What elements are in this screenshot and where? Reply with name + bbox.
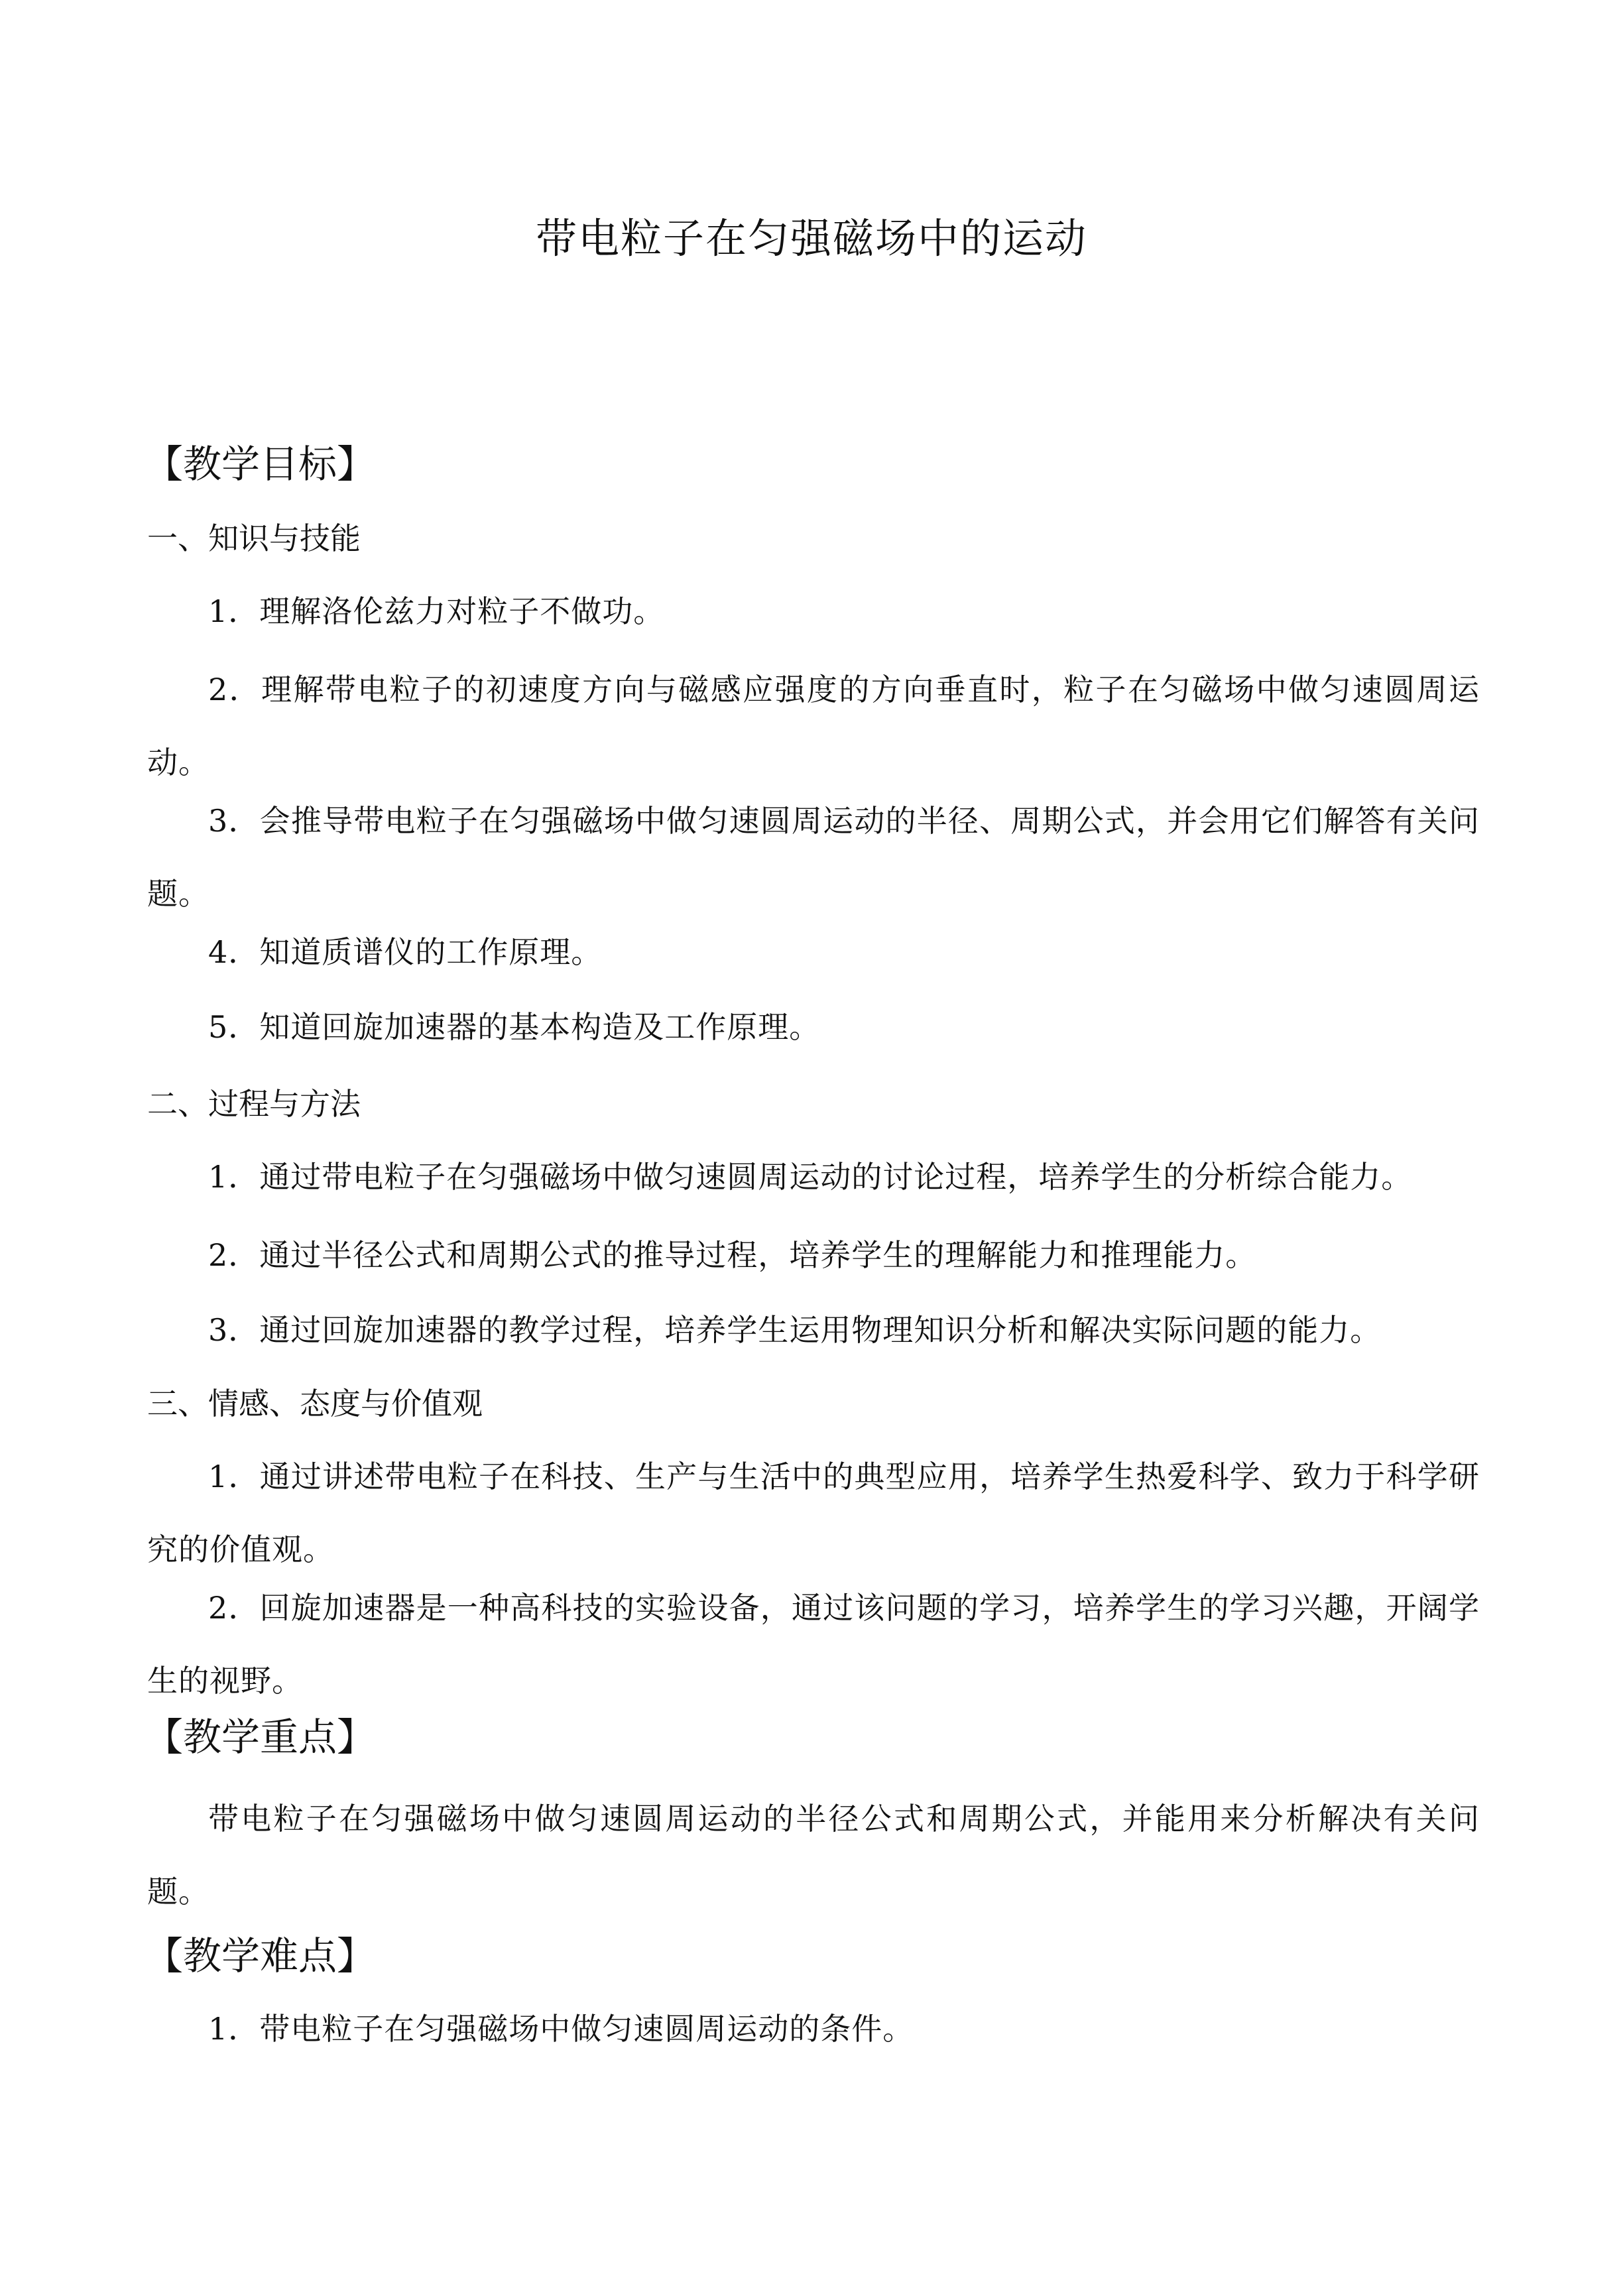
- document-title: 带电粒子在匀强磁场中的运动: [535, 214, 1087, 263]
- knowledge-item-4: 4．知道质谱仪的工作原理。: [208, 934, 603, 970]
- process-item-1: 1．通过带电粒子在匀强磁场中做匀速圆周运动的讨论过程，培养学生的分析综合能力。: [208, 1159, 1413, 1195]
- knowledge-item-1: 1．理解洛伦兹力对粒子不做功。: [208, 593, 665, 629]
- key-points-text: 带电粒子在匀强磁场中做匀速圆周运动的半径公式和周期公式，并能用来分析解决有关问题。: [147, 1801, 1480, 1909]
- knowledge-item-3: 3．会推导带电粒子在匀强磁场中做匀速圆周运动的半径、周期公式，并会用它们解答有关问题。: [147, 803, 1480, 912]
- process-item-2: 2．通过半径公式和周期公式的推导过程，培养学生的理解能力和推理能力。: [208, 1237, 1257, 1273]
- section-heading-difficulties: 【教学难点】: [145, 1933, 376, 1978]
- difficulty-item-1: 1．带电粒子在匀强磁场中做匀速圆周运动的条件。: [208, 2011, 914, 2047]
- process-item-3: 3．通过回旋加速器的教学过程，培养学生运用物理知识分析和解决实际问题的能力。: [208, 1312, 1382, 1348]
- section-heading-key-points: 【教学重点】: [145, 1715, 376, 1760]
- subsection-heading-knowledge: 一、知识与技能: [147, 520, 361, 556]
- section-heading-objectives: 【教学目标】: [145, 442, 376, 487]
- knowledge-item-5: 5．知道回旋加速器的基本构造及工作原理。: [208, 1009, 821, 1045]
- values-item-1: 1．通过讲述带电粒子在科技、生产与生活中的典型应用，培养学生热爱科学、致力于科学研究的价值观。: [147, 1459, 1480, 1567]
- knowledge-item-2: 2．理解带电粒子的初速度方向与磁感应强度的方向垂直时，粒子在匀磁场中做匀速圆周运动。: [147, 672, 1480, 780]
- subsection-heading-values: 三、情感、态度与价值观: [147, 1386, 483, 1421]
- subsection-heading-process: 二、过程与方法: [147, 1086, 361, 1122]
- values-item-2: 2．回旋加速器是一种高科技的实验设备，通过该问题的学习，培养学生的学习兴趣，开阔学生的视野。: [147, 1590, 1480, 1699]
